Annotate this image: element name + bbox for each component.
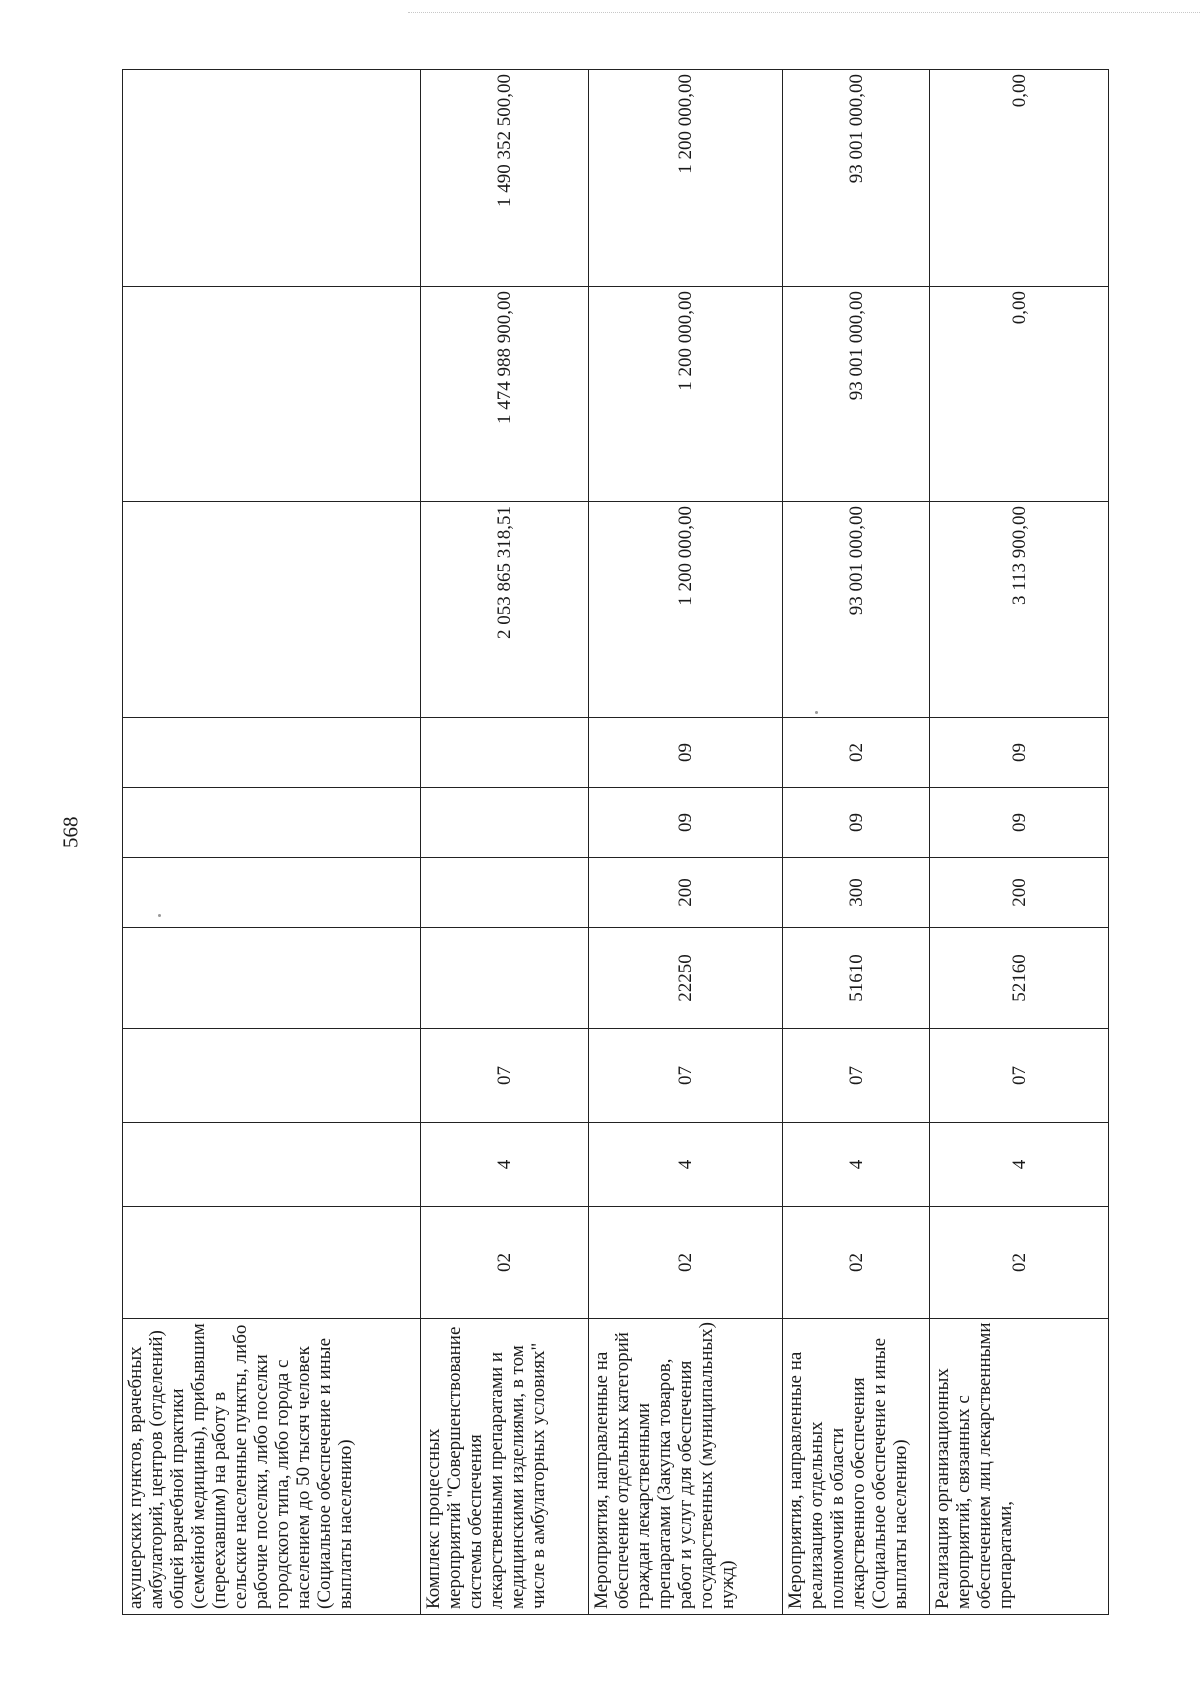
table-row — [421, 70, 589, 1615]
table-row — [123, 70, 421, 1615]
cell-section — [421, 788, 589, 858]
cell-direction: 52160 — [930, 928, 1109, 1029]
cell-amount-year3: 1 490 352 500,00 — [421, 70, 589, 287]
cell-direction — [421, 928, 589, 1029]
table-row — [930, 70, 1109, 1615]
cell-complex: 07 — [421, 1029, 589, 1123]
table-row — [783, 70, 930, 1615]
cell-amount-year1 — [123, 502, 421, 718]
cell-expense-type: 200 — [589, 858, 783, 928]
cell-complex: 07 — [589, 1029, 783, 1123]
cell-amount-year1: 1 200 000,00 — [589, 502, 783, 718]
cell-complex — [123, 1029, 421, 1123]
cell-subsection: 02 — [783, 718, 930, 788]
cell-amount-year3: 93 001 000,00 — [783, 70, 930, 287]
row-description: акушерских пунктов, врачебных амбулаторий, центров (отделений) общей врачебной практики (семейной медицины), прибывшим (переехавшим) на работу в сельские населенные пункты, либо рабочие поселки, либо поселки городского типа, либо города с населением до 50 тысяч человек (Социальное обеспечение и иные выплаты населению) — [123, 1319, 421, 1615]
cell-subprogram: 4 — [589, 1123, 783, 1207]
cell-expense-type — [421, 858, 589, 928]
row-description: Комплекс процессных мероприятий "Совершенствование системы обеспечения лекарственными препаратами и медицинскими изделиями, в том числе в амбулаторных условиях" — [421, 1319, 589, 1615]
cell-direction — [123, 928, 421, 1029]
cell-subprogram: 4 — [783, 1123, 930, 1207]
cell-direction: 22250 — [589, 928, 783, 1029]
cell-expense-type: 300 — [783, 858, 930, 928]
cell-amount-year2: 0,00 — [930, 287, 1109, 502]
table-row — [589, 70, 783, 1615]
cell-expense-type: 200 — [930, 858, 1109, 928]
cell-program: 02 — [783, 1207, 930, 1319]
cell-subsection — [123, 718, 421, 788]
cell-amount-year1: 3 113 900,00 — [930, 502, 1109, 718]
cell-section: 09 — [783, 788, 930, 858]
cell-program: 02 — [930, 1207, 1109, 1319]
scan-speck — [158, 914, 161, 917]
cell-amount-year1: 2 053 865 318,51 — [421, 502, 589, 718]
cell-amount-year3: 0,00 — [930, 70, 1109, 287]
cell-amount-year2: 1 474 988 900,00 — [421, 287, 589, 502]
row-description: Мероприятия, направленные на реализацию отдельных полномочий в области лекарственного обеспечения (Социальное обеспечение и иные выплаты населению) — [783, 1319, 930, 1615]
cell-program — [123, 1207, 421, 1319]
cell-amount-year3 — [123, 70, 421, 287]
budget-table — [122, 69, 1109, 1615]
cell-program: 02 — [421, 1207, 589, 1319]
cell-subsection — [421, 718, 589, 788]
cell-direction: 51610 — [783, 928, 930, 1029]
budget-table-rotated — [122, 70, 1108, 1615]
cell-subprogram — [123, 1123, 421, 1207]
row-description: Мероприятия, направленные на обеспечение отдельных категорий граждан лекарственными препаратами (Закупка товаров, работ и услуг для обеспечения государственных (муниципальных) нужд) — [589, 1319, 783, 1615]
cell-subsection: 09 — [589, 718, 783, 788]
cell-subprogram: 4 — [421, 1123, 589, 1207]
row-description: Реализация организационных мероприятий, связанных с обеспечением лиц лекарственными препаратами, — [930, 1319, 1109, 1615]
scan-edge-line — [408, 12, 1200, 13]
cell-expense-type — [123, 858, 421, 928]
cell-amount-year2: 93 001 000,00 — [783, 287, 930, 502]
cell-section: 09 — [589, 788, 783, 858]
cell-subsection: 09 — [930, 718, 1109, 788]
cell-complex: 07 — [783, 1029, 930, 1123]
cell-subprogram: 4 — [930, 1123, 1109, 1207]
cell-section — [123, 788, 421, 858]
page-number: 568 — [58, 816, 83, 848]
cell-section: 09 — [930, 788, 1109, 858]
cell-amount-year2 — [123, 287, 421, 502]
scan-speck — [815, 711, 818, 714]
cell-complex: 07 — [930, 1029, 1109, 1123]
cell-amount-year3: 1 200 000,00 — [589, 70, 783, 287]
cell-amount-year2: 1 200 000,00 — [589, 287, 783, 502]
cell-amount-year1: 93 001 000,00 — [783, 502, 930, 718]
cell-program: 02 — [589, 1207, 783, 1319]
